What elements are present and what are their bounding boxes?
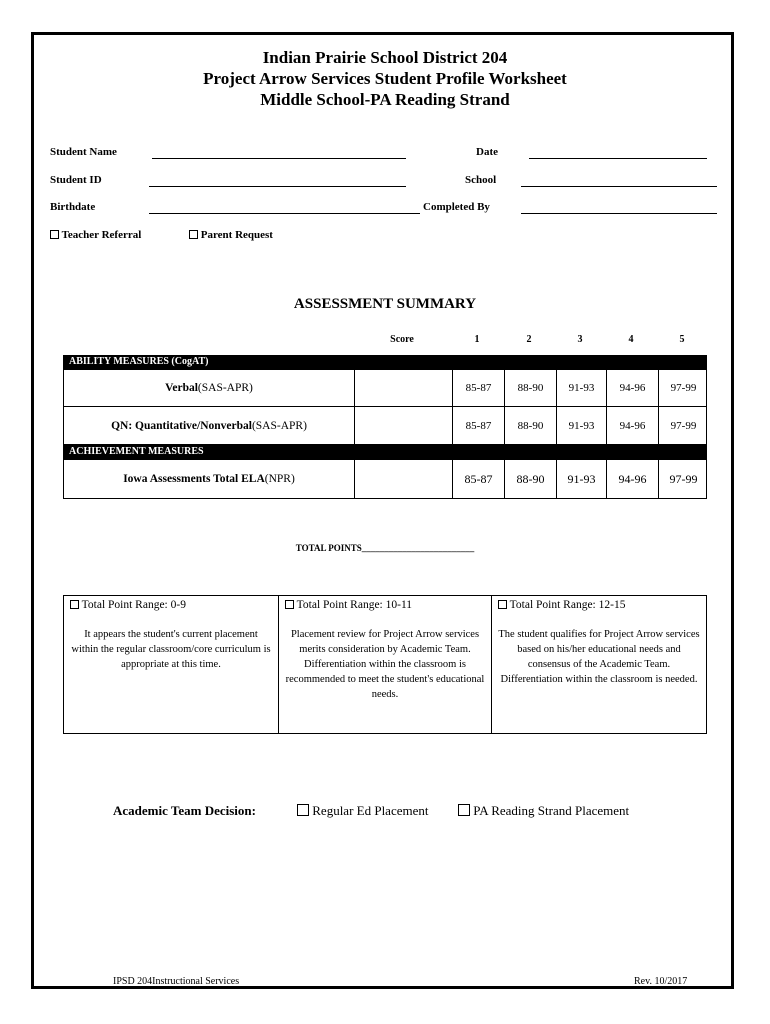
col-5-header: 5 <box>679 334 685 345</box>
range-description: Placement review for Project Arrow services merits consideration by Academic Team. Differentiation within the classroom is recommended to meet the student's educational needs. <box>285 629 485 700</box>
achievement-measures-band: ACHIEVEMENT MEASURES <box>63 445 707 459</box>
range-description: It appears the student's current placement within the regular classroom/core curriculum is appropriate at this time. <box>71 629 271 670</box>
total-points-line[interactable]: TOTAL POINTS_________________________ <box>295 543 475 553</box>
decision-label: Academic Team Decision: <box>113 803 256 818</box>
score-input[interactable] <box>354 370 452 406</box>
range-cell: 91-93 <box>556 460 606 498</box>
range-checkbox[interactable] <box>70 600 79 609</box>
teacher-referral-option[interactable] <box>50 229 141 241</box>
range-cell: 88-90 <box>504 370 556 406</box>
range-cell: 85-87 <box>452 460 504 498</box>
measure-scale: (SAS-APR) <box>197 382 253 394</box>
range-cell: 85-87 <box>452 407 504 444</box>
school-field[interactable] <box>521 186 717 187</box>
range-cell: 97-99 <box>658 407 708 444</box>
strand-title: Middle School-PA Reading Strand <box>260 90 510 109</box>
parent-request-label: Parent Request <box>200 229 273 241</box>
regular-ed-label: Regular Ed Placement <box>312 803 429 818</box>
parent-request-checkbox[interactable] <box>189 230 198 239</box>
date-label: Date <box>476 146 498 158</box>
range-cell: 91-93 <box>556 370 606 406</box>
range-cell: 94-96 <box>606 407 658 444</box>
worksheet-title: Project Arrow Services Student Profile Worksheet <box>203 69 567 88</box>
score-input[interactable] <box>354 460 452 498</box>
measure-cell <box>64 370 354 406</box>
range-cell: 97-99 <box>658 460 708 498</box>
score-header: Score <box>390 334 414 345</box>
range-cell: 85-87 <box>452 370 504 406</box>
date-field[interactable] <box>529 158 707 159</box>
completed-by-label: Completed By <box>423 201 490 213</box>
measure-name: Iowa Assessments Total ELA <box>123 473 265 485</box>
measure-cell <box>64 460 354 498</box>
measure-cell <box>64 407 354 444</box>
measure-scale: (NPR) <box>264 473 295 485</box>
range-column <box>491 596 706 733</box>
footer-left: IPSD 204Instructional Services <box>113 976 240 987</box>
student-name-label: Student Name <box>50 146 117 158</box>
page-border <box>31 32 734 989</box>
ability-measures-band: ABILITY MEASURES (CogAT) <box>63 355 707 369</box>
footer-right: Rev. 10/2017 <box>634 976 688 987</box>
range-cell: 91-93 <box>556 407 606 444</box>
range-heading-label: Total Point Range: 12-15 <box>509 599 626 611</box>
student-id-field[interactable] <box>149 186 406 187</box>
student-id-label: Student ID <box>50 174 102 186</box>
range-heading[interactable] <box>285 599 412 611</box>
student-name-field[interactable] <box>152 158 406 159</box>
col-1-header: 1 <box>474 334 480 345</box>
parent-request-option[interactable] <box>189 229 273 241</box>
assessment-summary-title: ASSESSMENT SUMMARY <box>293 296 477 312</box>
range-column <box>64 596 278 733</box>
table-row <box>63 406 707 445</box>
range-heading-label: Total Point Range: 10-11 <box>296 599 413 611</box>
range-heading[interactable] <box>70 599 186 611</box>
table-row <box>63 459 707 499</box>
table-row <box>63 369 707 407</box>
point-range-table <box>63 595 707 734</box>
teacher-referral-checkbox[interactable] <box>50 230 59 239</box>
range-cell: 88-90 <box>504 407 556 444</box>
col-4-header: 4 <box>628 334 634 345</box>
range-description: The student qualifies for Project Arrow services based on his/her educational needs and consensus of the Academic Team. Differentiation within the classroom is needed. <box>498 629 700 685</box>
completed-by-field[interactable] <box>521 213 717 214</box>
pa-reading-checkbox[interactable] <box>458 804 470 816</box>
range-cell: 97-99 <box>658 370 708 406</box>
range-checkbox[interactable] <box>285 600 294 609</box>
range-column <box>278 596 491 733</box>
district-title: Indian Prairie School District 204 <box>262 48 508 67</box>
range-heading-label: Total Point Range: 0-9 <box>81 599 186 611</box>
school-label: School <box>465 174 497 186</box>
measure-name: Verbal <box>165 382 198 394</box>
range-heading[interactable] <box>498 599 625 611</box>
regular-ed-option[interactable] <box>297 803 429 819</box>
birthdate-field[interactable] <box>149 213 420 214</box>
range-cell: 94-96 <box>606 460 658 498</box>
pa-reading-label: PA Reading Strand Placement <box>473 803 630 818</box>
range-checkbox[interactable] <box>498 600 507 609</box>
pa-reading-option[interactable] <box>458 803 629 819</box>
col-2-header: 2 <box>526 334 532 345</box>
col-3-header: 3 <box>577 334 583 345</box>
regular-ed-checkbox[interactable] <box>297 804 309 816</box>
range-cell: 94-96 <box>606 370 658 406</box>
birthdate-label: Birthdate <box>50 201 96 213</box>
score-input[interactable] <box>354 407 452 444</box>
teacher-referral-label: Teacher Referral <box>61 229 142 241</box>
range-cell: 88-90 <box>504 460 556 498</box>
measure-name: QN: Quantitative/Nonverbal <box>111 419 252 432</box>
measure-scale: (SAS-APR) <box>251 419 307 432</box>
